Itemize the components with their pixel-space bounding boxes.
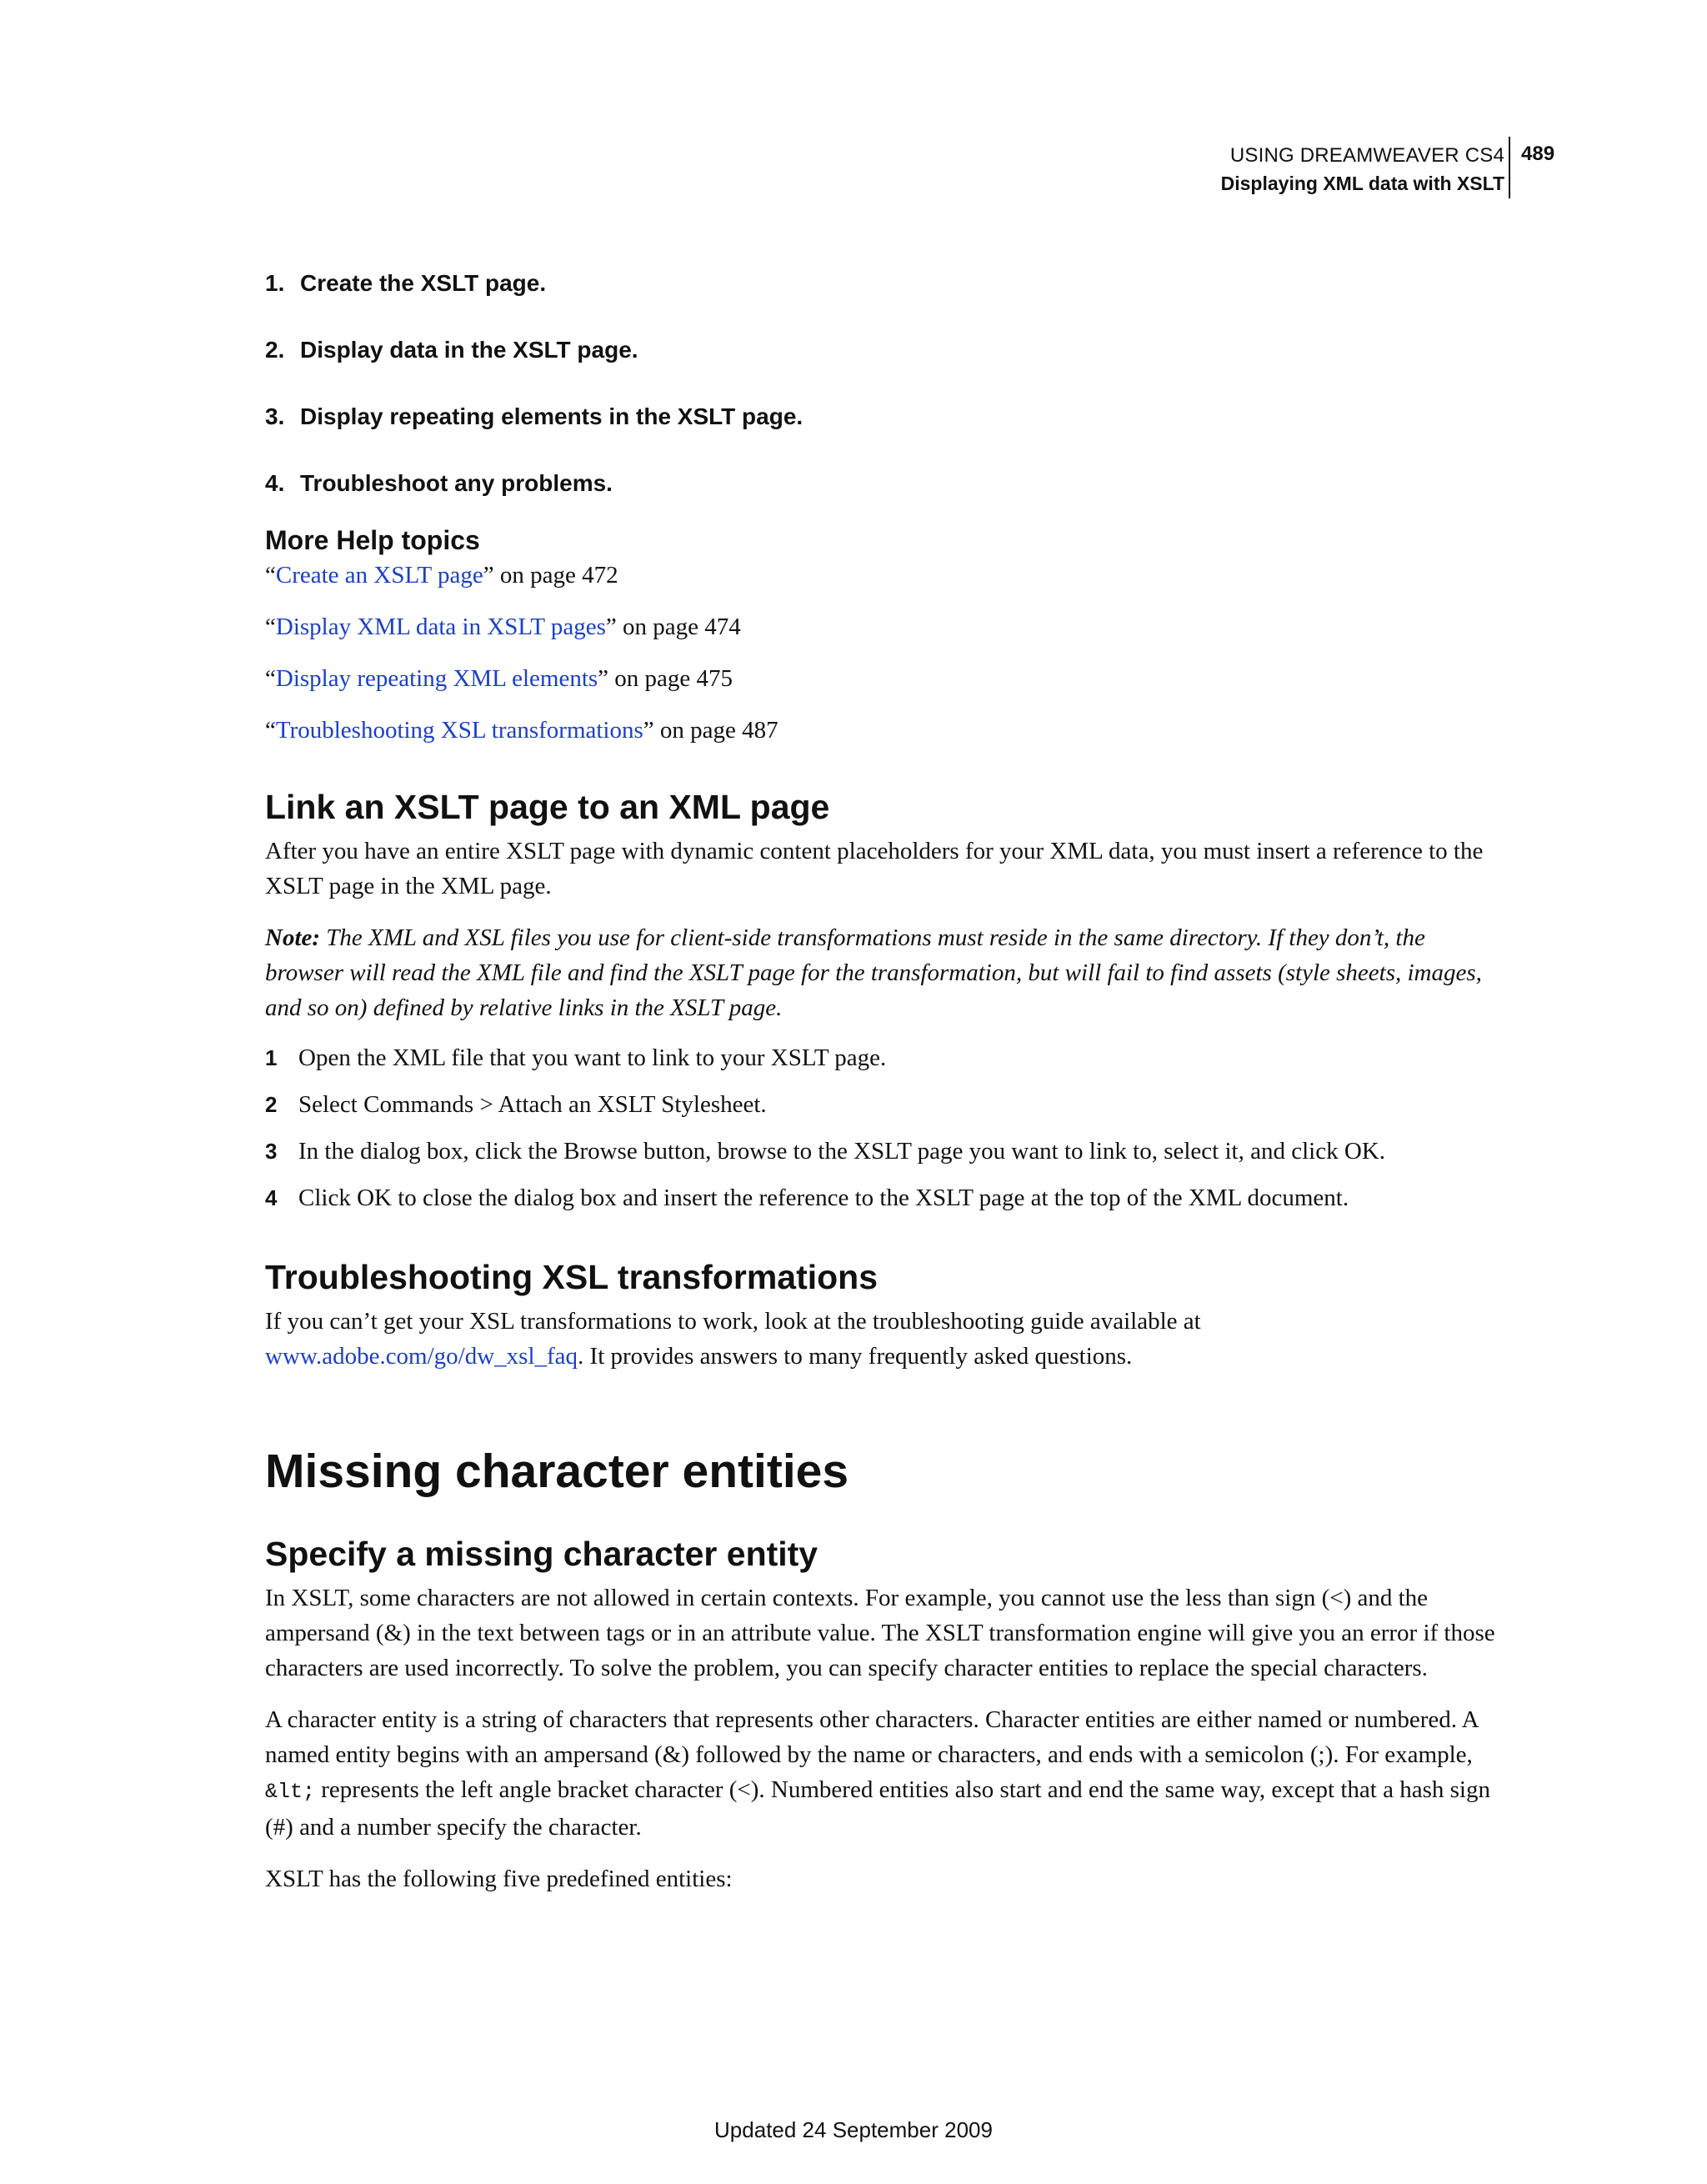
help-link-create-xslt-page[interactable]: Create an XSLT page (275, 562, 483, 589)
step-number: 2. (265, 337, 285, 363)
running-header (1221, 142, 1504, 197)
help-topic-item (265, 662, 1503, 695)
page-content (265, 267, 1503, 1913)
entities-paragraph-1: In XSLT, some characters are not allowed in certain contexts. For example, you cannot use the less than sign (<) and the ampersand (&) in the text between tags or in an attribute value. The XSLT transformation engine will give you an error if those characters are used incorrectly. To solve the problem, you can specify character entities to replace the special characters. (265, 1585, 1495, 1681)
step-number: 4 (265, 1185, 278, 1210)
step-text: Troubleshoot any problems. (300, 470, 613, 496)
xsl-faq-link[interactable]: www.adobe.com/go/dw_xsl_faq (265, 1343, 578, 1370)
help-link-display-repeating[interactable]: Display repeating XML elements (275, 665, 598, 692)
note-text: The XML and XSL files you use for client-side transformations must reside in the same directory. If they don’t, the browser will read the XML file and find the XSLT page for the transformation, but will fail to find assets (style sheets, images, and so on) defined by relative links in the XSLT page. (265, 924, 1482, 1021)
troubleshooting-text-end: . It provides answers to many frequently asked questions. (578, 1343, 1133, 1370)
step-text: Select Commands > Attach an XSLT Stylesheet. (298, 1091, 767, 1118)
step-number: 4. (265, 470, 285, 496)
help-link-display-xml-data[interactable]: Display XML data in XSLT pages (275, 614, 606, 640)
book-title: USING DREAMWEAVER CS4 (1229, 144, 1504, 167)
page-number: 489 (1521, 143, 1555, 165)
entities-text: A character entity is a string of characters that represents other characters. Character entities are either named or numbered. A named entity begins with an ampersand (&) followed by the name or characters, and ends with a semicolon (;). For example, (265, 1706, 1478, 1768)
footer-updated: Updated 24 September 2009 (714, 2117, 993, 2142)
link-step (265, 1180, 1503, 1215)
intro-step (265, 333, 1503, 367)
page-reference: ” on page 487 (643, 717, 778, 744)
help-topic-item (265, 714, 1503, 747)
step-text: Create the XSLT page. (300, 270, 547, 296)
help-topic-item (265, 559, 1503, 592)
page-reference: ” on page 475 (598, 665, 733, 692)
step-number: 1. (265, 270, 285, 296)
entities-paragraph-2 (265, 1702, 1503, 1845)
link-step (265, 1087, 1503, 1122)
step-number: 1 (265, 1045, 278, 1070)
note (265, 920, 1503, 1025)
section-heading-troubleshooting: Troubleshooting XSL transformations (265, 1258, 879, 1296)
open-quote: “ (265, 717, 276, 744)
section-heading-link-xslt: Link an XSLT page to an XML page (265, 788, 830, 826)
entities-paragraph-3: XSLT has the following five predefined entities: (265, 1866, 733, 1892)
section-title: Displaying XML data with XSLT (1220, 173, 1504, 194)
entity-code-example: &lt; (265, 1780, 316, 1804)
page-reference: ” on page 472 (483, 562, 618, 589)
step-text: Display repeating elements in the XSLT page. (300, 403, 803, 429)
section-heading-specify-entity: Specify a missing character entity (265, 1535, 818, 1573)
link-steps (265, 1040, 1503, 1215)
step-text: Click OK to close the dialog box and insert the reference to the XSLT page at the top of the XML document. (298, 1185, 1349, 1211)
intro-steps (265, 267, 1503, 500)
entities-text-end: represents the left angle bracket character (<). Numbered entities also start and end the same way, except that a hash sign (#) and a number specify the character. (265, 1776, 1490, 1841)
troubleshooting-text: If you can’t get your XSL transformations to work, look at the troubleshooting guide available at (265, 1308, 1201, 1335)
help-topic-item (265, 610, 1503, 644)
open-quote: “ (265, 665, 276, 692)
header-divider (1509, 137, 1510, 198)
more-help-heading: More Help topics (265, 525, 480, 555)
intro-step (265, 467, 1503, 500)
note-label: Note: (265, 924, 321, 951)
link-section-body: After you have an entire XSLT page with dynamic content placeholders for your XML data, you must insert a reference to the XSLT page in the XML page. (265, 838, 1484, 899)
step-text: In the dialog box, click the Browse button, browse to the XSLT page you want to link to, select it, and click OK. (298, 1138, 1385, 1165)
step-text: Display data in the XSLT page. (300, 337, 638, 363)
step-number: 3. (265, 403, 285, 429)
chapter-title-missing-entities: Missing character entities (265, 1445, 849, 1498)
intro-step (265, 267, 1503, 300)
help-link-troubleshooting[interactable]: Troubleshooting XSL transformations (275, 717, 643, 744)
intro-step (265, 400, 1503, 433)
open-quote: “ (265, 614, 276, 640)
link-step (265, 1134, 1503, 1169)
link-step (265, 1040, 1503, 1075)
open-quote: “ (265, 562, 276, 589)
step-number: 3 (265, 1139, 278, 1164)
troubleshooting-body (265, 1304, 1503, 1374)
step-number: 2 (265, 1092, 278, 1117)
step-text: Open the XML file that you want to link to your XSLT page. (298, 1044, 887, 1071)
page-reference: ” on page 474 (605, 614, 741, 640)
